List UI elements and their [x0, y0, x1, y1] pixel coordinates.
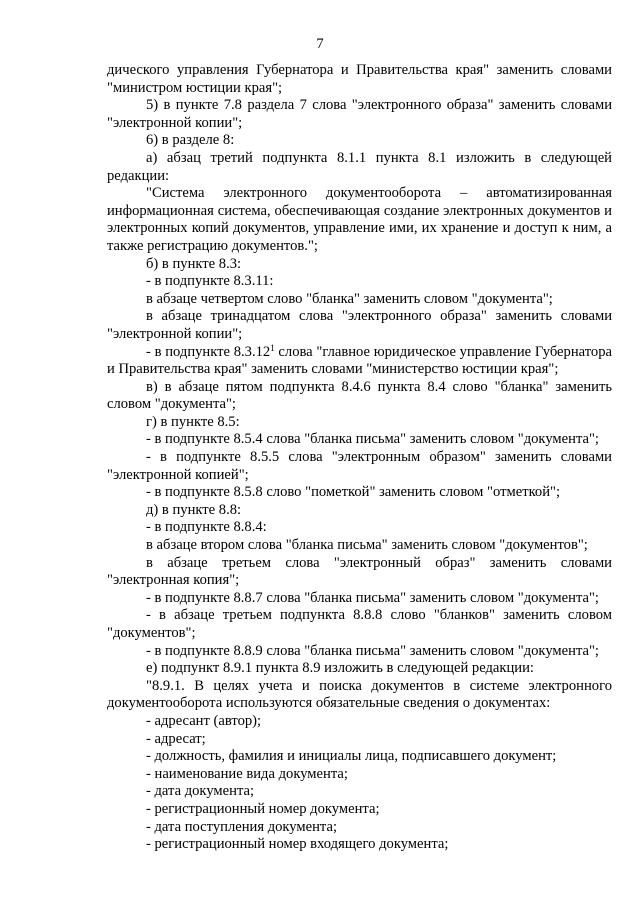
paragraph: - в подпункте 8.5.5 слова "электронным образом" заменить словами "электронной копией";: [107, 449, 612, 483]
list-item: - адресат;: [146, 730, 206, 747]
paragraph: д) в пункте 8.8:: [146, 501, 242, 518]
list-item: - наименование вида документа;: [146, 765, 348, 782]
paragraph: б) в пункте 8.3:: [146, 255, 242, 272]
document-body: [107, 62, 612, 854]
paragraph-text-end: слова "главное юридическое управление Губернатора и Правительства края" заменить словами "министерство юстиции края";: [107, 343, 612, 378]
paragraph: в абзаце втором слова "бланка письма" заменить словом "документов";: [146, 537, 588, 554]
list-item: - регистрационный номер документа;: [146, 800, 380, 817]
list-item: - регистрационный номер входящего документа;: [146, 836, 449, 853]
paragraph: в абзаце тринадцатом слова "электронного образа" заменить словами "электронной копии";: [107, 308, 612, 342]
paragraph: дического управления Губернатора и Правительства края" заменить словами "министром юстиции края";: [107, 62, 612, 96]
paragraph: - в подпункте 8.5.8 слово "пометкой" заменить словом "отметкой";: [146, 484, 561, 501]
list-item: - дата поступления документа;: [146, 818, 338, 835]
paragraph: - в подпункте 8.3.11:: [146, 273, 274, 290]
paragraph: - в подпункте 8.8.9 слова "бланка письма" заменить словом "документа";: [146, 642, 599, 659]
list-item: - дата документа;: [146, 783, 255, 800]
paragraph: а) абзац третий подпункта 8.1.1 пункта 8.1 изложить в следующей редакции:: [107, 149, 612, 184]
paragraph-text-start: - в подпункте 8.3.12: [146, 343, 271, 360]
paragraph: в абзаце четвертом слово "бланка" заменить словом "документа";: [146, 290, 553, 307]
list-item: - адресант (автор);: [146, 712, 262, 729]
paragraph: "8.9.1. В целях учета и поиска документов в системе электронного документооборота используются обязательные сведения о документах:: [107, 677, 612, 712]
page-number: 7: [316, 36, 324, 52]
paragraph: 5) в пункте 7.8 раздела 7 слова "электронного образа" заменить словами "электронной копии";: [107, 97, 612, 131]
paragraph: - в подпункте 8.8.4:: [146, 519, 267, 536]
paragraph: "Система электронного документооборота – автоматизированная информационная система, обеспечивающая создание электронных документов и электронных копий документов, управление ими, их хранение и доступ к ним, а также регистрацию документов.";: [107, 185, 612, 254]
superscript: 1: [270, 342, 275, 353]
paragraph: [107, 344, 612, 379]
paragraph: в) в абзаце пятом подпункта 8.4.6 пункта 8.4 слово "бланка" заменить словом "документа";: [107, 378, 612, 413]
paragraph: - в подпункте 8.5.4 слова "бланка письма" заменить словом "документа";: [146, 431, 599, 448]
paragraph: - в абзаце третьем подпункта 8.8.8 слово "бланков" заменить словом "документов";: [107, 607, 612, 641]
paragraph: г) в пункте 8.5:: [146, 413, 240, 430]
list-item: - должность, фамилия и инициалы лица, подписавшего документ;: [146, 748, 557, 765]
paragraph: 6) в разделе 8:: [146, 132, 235, 149]
paragraph: е) подпункт 8.9.1 пункта 8.9 изложить в следующей редакции:: [146, 660, 534, 677]
paragraph: в абзаце третьем слова "электронный образ" заменить словами "электронная копия";: [107, 554, 612, 589]
paragraph: - в подпункте 8.8.7 слова "бланка письма" заменить словом "документа";: [146, 589, 599, 606]
